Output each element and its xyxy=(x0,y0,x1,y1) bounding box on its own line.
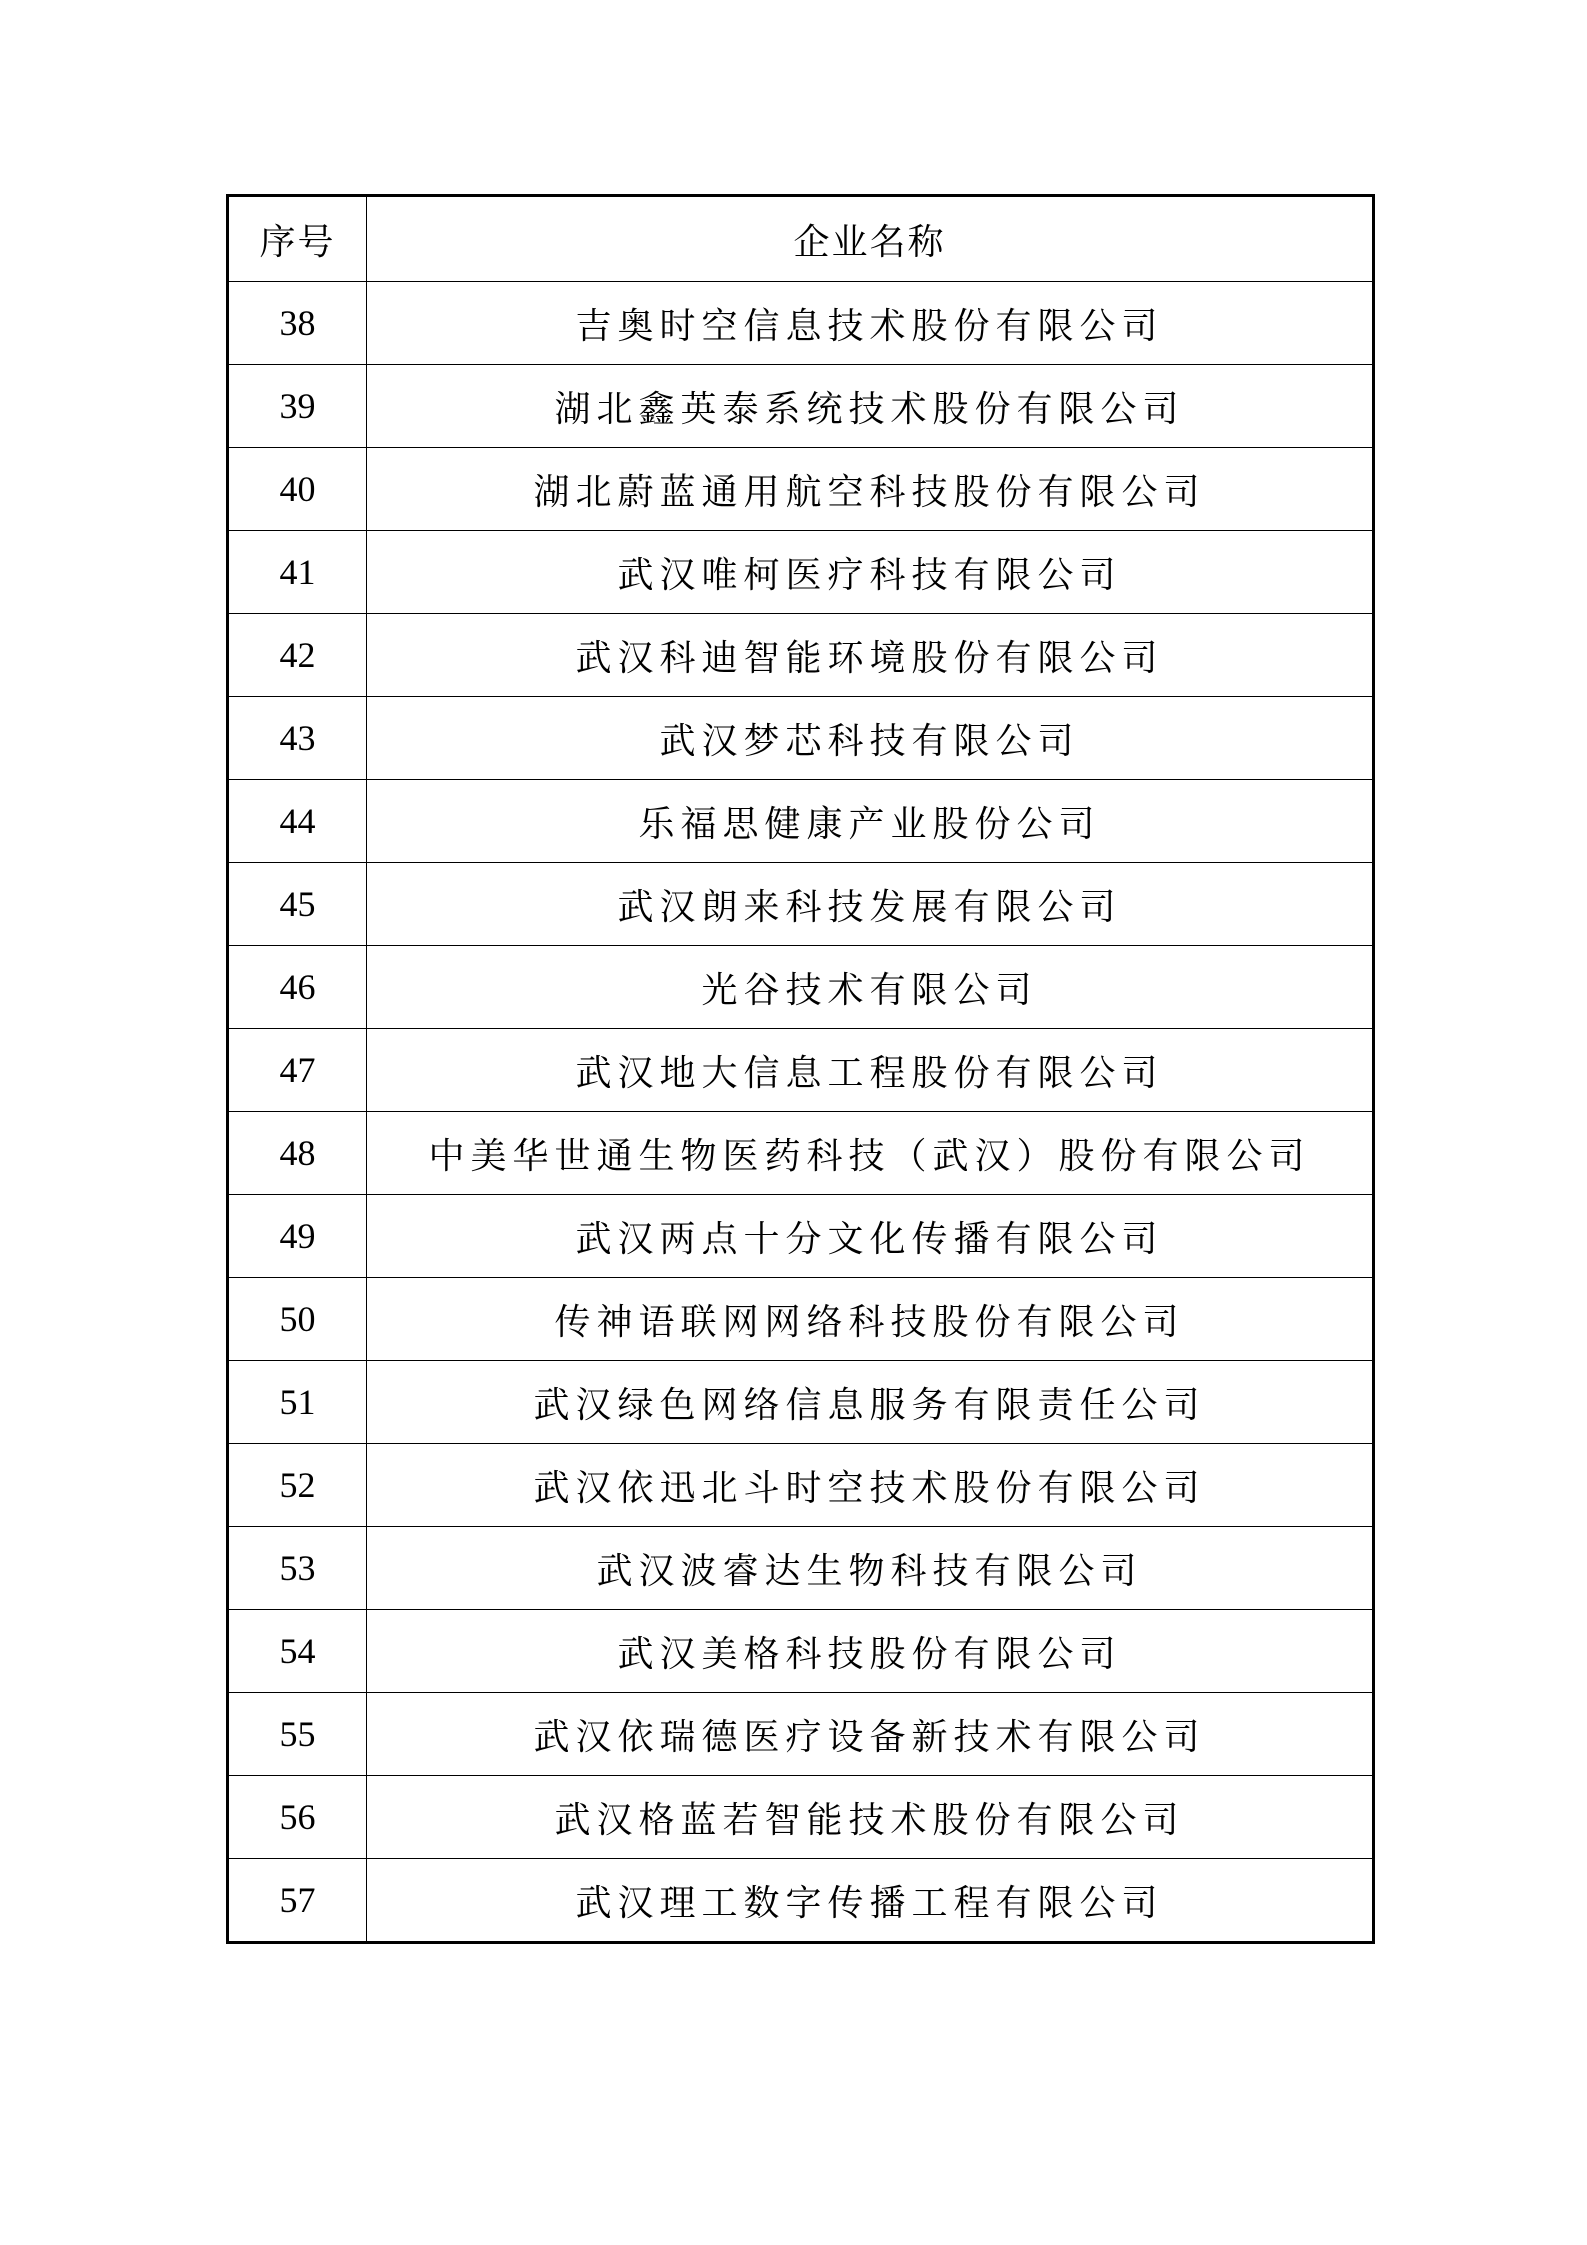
company-name-cell: 武汉格蓝若智能技术股份有限公司 xyxy=(367,1776,1374,1859)
column-header-company-name: 企业名称 xyxy=(367,196,1374,282)
row-number-cell: 40 xyxy=(228,448,367,531)
table-header-row xyxy=(228,196,1374,282)
row-number-cell: 44 xyxy=(228,780,367,863)
row-number-cell: 55 xyxy=(228,1693,367,1776)
row-number-cell: 53 xyxy=(228,1527,367,1610)
table-row xyxy=(228,1527,1374,1610)
company-name-cell: 武汉朗来科技发展有限公司 xyxy=(367,863,1374,946)
table-row xyxy=(228,1693,1374,1776)
row-number-cell: 41 xyxy=(228,531,367,614)
row-number-cell: 50 xyxy=(228,1278,367,1361)
company-name-cell: 武汉绿色网络信息服务有限责任公司 xyxy=(367,1361,1374,1444)
company-name-cell: 光谷技术有限公司 xyxy=(367,946,1374,1029)
company-name-cell: 武汉两点十分文化传播有限公司 xyxy=(367,1195,1374,1278)
company-name-cell: 武汉依迅北斗时空技术股份有限公司 xyxy=(367,1444,1374,1527)
company-list-table xyxy=(226,194,1375,1944)
row-number-cell: 52 xyxy=(228,1444,367,1527)
table-row xyxy=(228,1029,1374,1112)
table-row xyxy=(228,614,1374,697)
row-number-cell: 42 xyxy=(228,614,367,697)
row-number-cell: 47 xyxy=(228,1029,367,1112)
row-number-cell: 49 xyxy=(228,1195,367,1278)
table-body xyxy=(228,282,1374,1943)
table-row xyxy=(228,780,1374,863)
table-row xyxy=(228,531,1374,614)
company-name-cell: 湖北蔚蓝通用航空科技股份有限公司 xyxy=(367,448,1374,531)
table-row xyxy=(228,365,1374,448)
company-name-cell: 武汉依瑞德医疗设备新技术有限公司 xyxy=(367,1693,1374,1776)
row-number-cell: 38 xyxy=(228,282,367,365)
company-name-cell: 武汉唯柯医疗科技有限公司 xyxy=(367,531,1374,614)
row-number-cell: 43 xyxy=(228,697,367,780)
table-row xyxy=(228,282,1374,365)
column-header-number: 序号 xyxy=(228,196,367,282)
table-row xyxy=(228,697,1374,780)
table-row xyxy=(228,1610,1374,1693)
row-number-cell: 46 xyxy=(228,946,367,1029)
table-row xyxy=(228,1444,1374,1527)
table-row xyxy=(228,1112,1374,1195)
table-row xyxy=(228,1776,1374,1859)
company-name-cell: 武汉科迪智能环境股份有限公司 xyxy=(367,614,1374,697)
company-name-cell: 武汉地大信息工程股份有限公司 xyxy=(367,1029,1374,1112)
company-name-cell: 传神语联网网络科技股份有限公司 xyxy=(367,1278,1374,1361)
company-name-cell: 武汉波睿达生物科技有限公司 xyxy=(367,1527,1374,1610)
company-name-cell: 中美华世通生物医药科技（武汉）股份有限公司 xyxy=(367,1112,1374,1195)
table-row xyxy=(228,1361,1374,1444)
company-name-cell: 乐福思健康产业股份公司 xyxy=(367,780,1374,863)
row-number-cell: 54 xyxy=(228,1610,367,1693)
company-name-cell: 武汉理工数字传播工程有限公司 xyxy=(367,1859,1374,1943)
table-row xyxy=(228,448,1374,531)
table-row xyxy=(228,1278,1374,1361)
table-row xyxy=(228,1195,1374,1278)
row-number-cell: 57 xyxy=(228,1859,367,1943)
row-number-cell: 48 xyxy=(228,1112,367,1195)
table-row xyxy=(228,946,1374,1029)
table-row xyxy=(228,863,1374,946)
company-name-cell: 湖北鑫英泰系统技术股份有限公司 xyxy=(367,365,1374,448)
company-name-cell: 武汉美格科技股份有限公司 xyxy=(367,1610,1374,1693)
table-row xyxy=(228,1859,1374,1943)
row-number-cell: 51 xyxy=(228,1361,367,1444)
row-number-cell: 45 xyxy=(228,863,367,946)
company-name-cell: 武汉梦芯科技有限公司 xyxy=(367,697,1374,780)
row-number-cell: 56 xyxy=(228,1776,367,1859)
row-number-cell: 39 xyxy=(228,365,367,448)
company-name-cell: 吉奥时空信息技术股份有限公司 xyxy=(367,282,1374,365)
